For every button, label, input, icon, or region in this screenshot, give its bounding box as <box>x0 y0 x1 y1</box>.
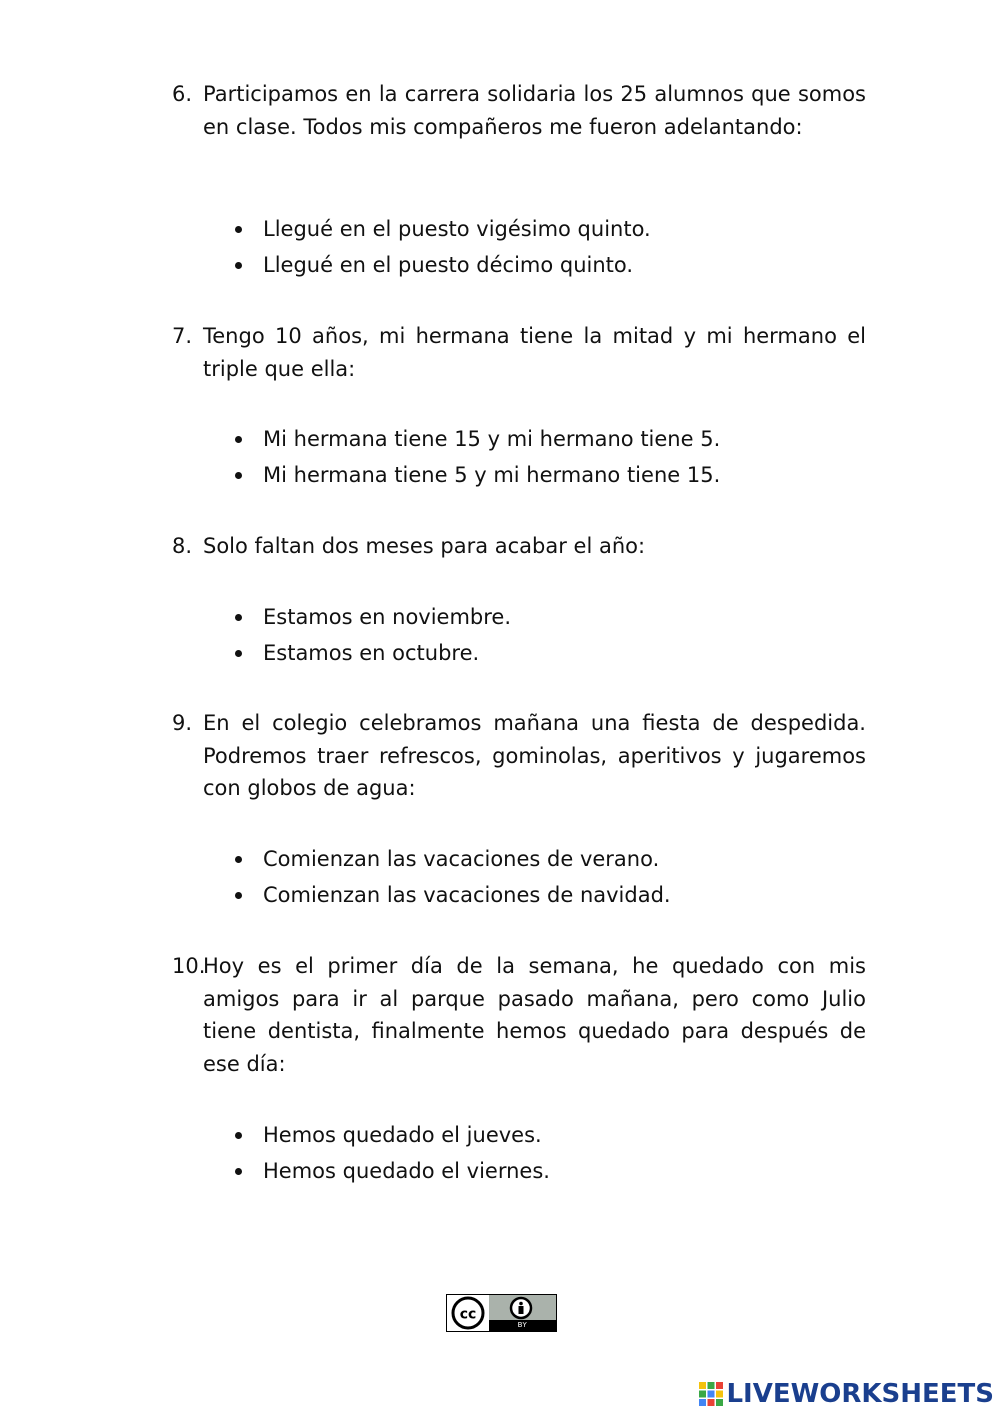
answer-option[interactable]: Estamos en octubre. <box>232 635 872 671</box>
question-7 <box>172 320 866 385</box>
answer-option[interactable]: Mi hermana tiene 15 y mi hermano tiene 5. <box>232 421 872 457</box>
brand-name: LIVEWORKSHEETS <box>726 1379 994 1409</box>
question-8 <box>172 530 866 563</box>
answer-option[interactable]: Hemos quedado el viernes. <box>232 1153 872 1189</box>
cc-by-icon <box>446 1294 557 1332</box>
svg-text:cc: cc <box>459 1306 477 1323</box>
question-text: Hoy es el primer día de la semana, he quedado con mis amigos para ir al parque pasado mañana, pero como Julio tiene dentista, finalmente hemos quedado para después de ese día: <box>203 954 866 1076</box>
question-number: 9. <box>172 711 193 735</box>
answer-option[interactable]: Comienzan las vacaciones de navidad. <box>232 877 872 913</box>
question-9-options <box>232 841 872 913</box>
question-number: 8. <box>172 534 193 558</box>
answer-option[interactable]: Mi hermana tiene 5 y mi hermano tiene 15. <box>232 457 872 493</box>
question-8-options <box>232 599 872 671</box>
question-6-options <box>232 211 872 283</box>
question-number: 6. <box>172 82 193 106</box>
cc-license-label: BY <box>489 1320 556 1331</box>
question-text: Solo faltan dos meses para acabar el año: <box>203 534 646 558</box>
answer-option[interactable]: Llegué en el puesto vigésimo quinto. <box>232 211 872 247</box>
question-text: En el colegio celebramos mañana una fiesta de despedida. Podremos traer refrescos, gominolas, aperitivos y jugaremos con globos de agua: <box>203 711 866 800</box>
question-9 <box>172 707 866 805</box>
question-6 <box>172 78 866 143</box>
question-text: Participamos en la carrera solidaria los 25 alumnos que somos en clase. Todos mis compañeros me fueron adelantando: <box>203 82 866 139</box>
question-number: 7. <box>172 324 193 348</box>
answer-option[interactable]: Comienzan las vacaciones de verano. <box>232 841 872 877</box>
question-7-options <box>232 421 872 493</box>
question-text: Tengo 10 años, mi hermana tiene la mitad y mi hermano el triple que ella: <box>203 324 866 381</box>
answer-option[interactable]: Llegué en el puesto décimo quinto. <box>232 247 872 283</box>
liveworksheets-logo-icon <box>699 1382 723 1406</box>
answer-option[interactable]: Hemos quedado el jueves. <box>232 1117 872 1153</box>
liveworksheets-brand[interactable] <box>699 1378 994 1410</box>
question-10 <box>172 950 866 1080</box>
answer-option[interactable]: Estamos en noviembre. <box>232 599 872 635</box>
question-number: 10. <box>172 954 206 978</box>
question-10-options <box>232 1117 872 1189</box>
